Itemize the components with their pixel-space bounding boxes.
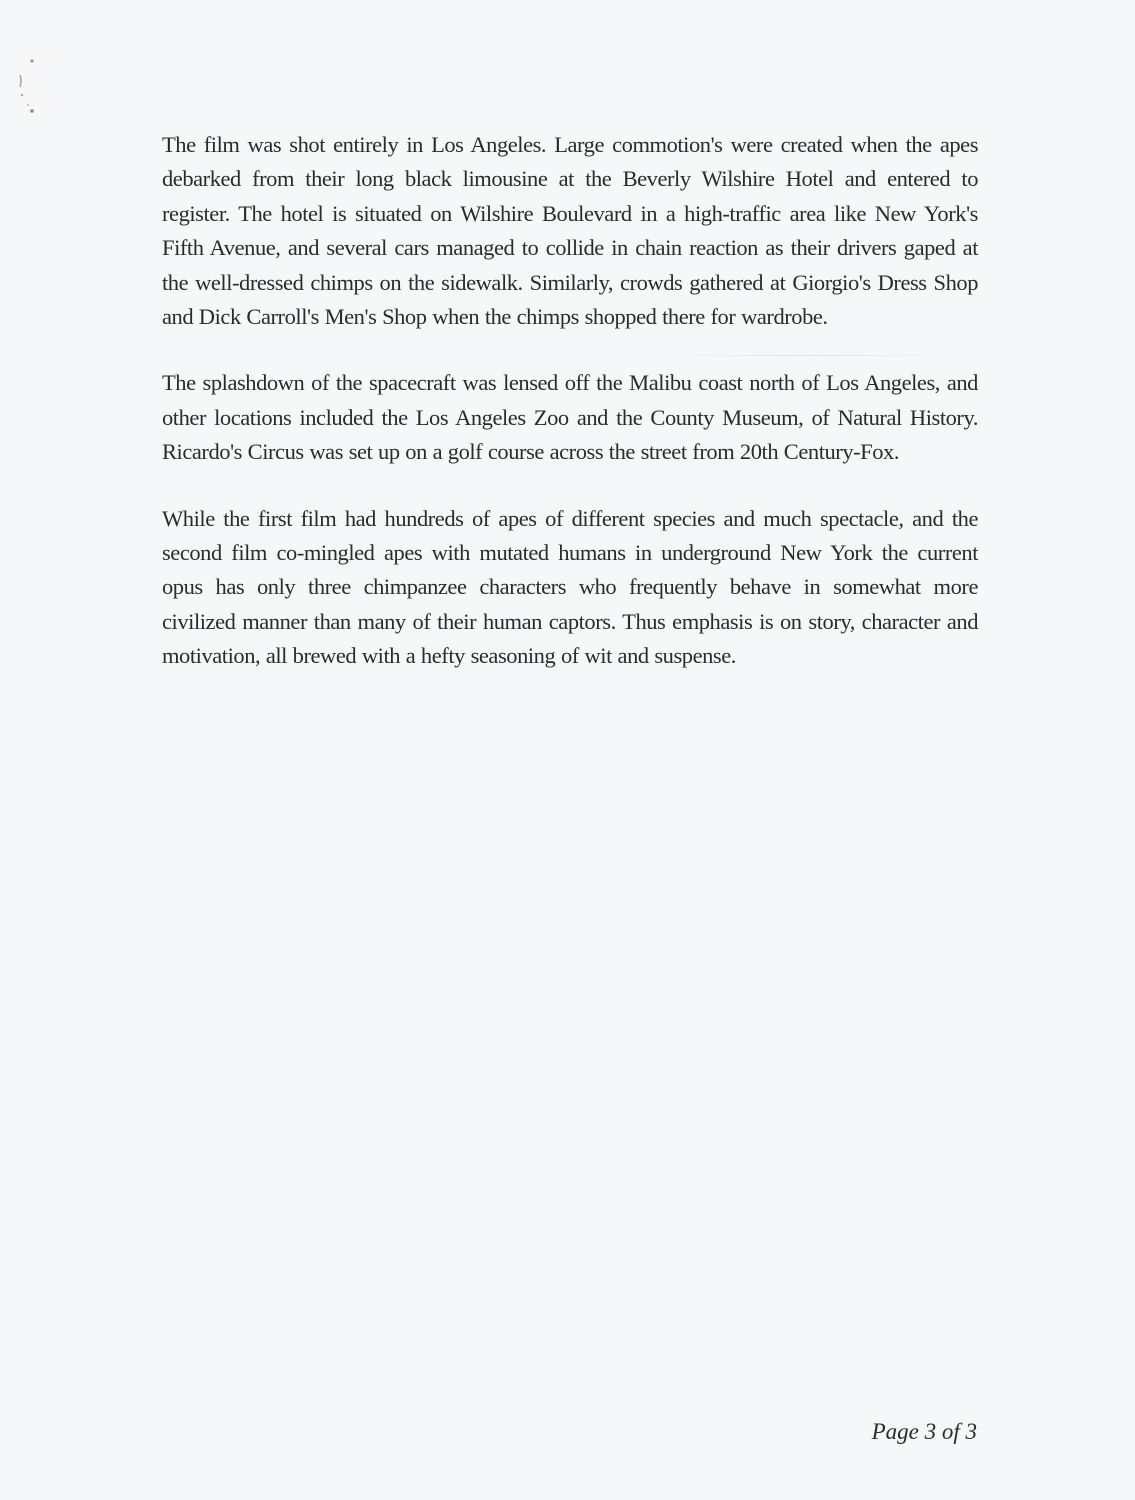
paragraph-2: The splashdown of the spacecraft was lensed off the Malibu coast north of Los Angeles, and other locations included the Los Angeles Zoo and the County Museum, of Natural History. Ricardo's Circus was set up on a golf course across the street from 20th Century-Fox.: [162, 370, 978, 465]
staple-marks: [8, 55, 48, 125]
paragraph-3: While the first film had hundreds of apes of different species and much spectacle, and the second film co-mingled apes with mutated humans in underground New York the current opus has only three chimpanzee characters who frequently behave in somewhat more civilized manner than many of their human captors. Thus emphasis is on story, character and motivation, all brewed with a hefty seasoning of wit and suspense.: [162, 505, 978, 669]
page-number: Page 3 of 3: [871, 1419, 977, 1444]
paragraph-1: The film was shot entirely in Los Angeles. Large commotion's were created when the apes debarked from their long black limousine at the Beverly Wilshire Hotel and entered to register. The hotel is situated on Wilshire Boulevard in a high-traffic area like New York's Fifth Avenue, and several cars managed to collide in chain reaction as their drivers gaped at the well-dressed chimps on the sidewalk. Similarly, crowds gathered at Giorgio's Dress Shop and Dick Carroll's Men's Shop when the chimps shopped there for wardrobe.: [162, 132, 978, 330]
body-text: [162, 128, 978, 706]
